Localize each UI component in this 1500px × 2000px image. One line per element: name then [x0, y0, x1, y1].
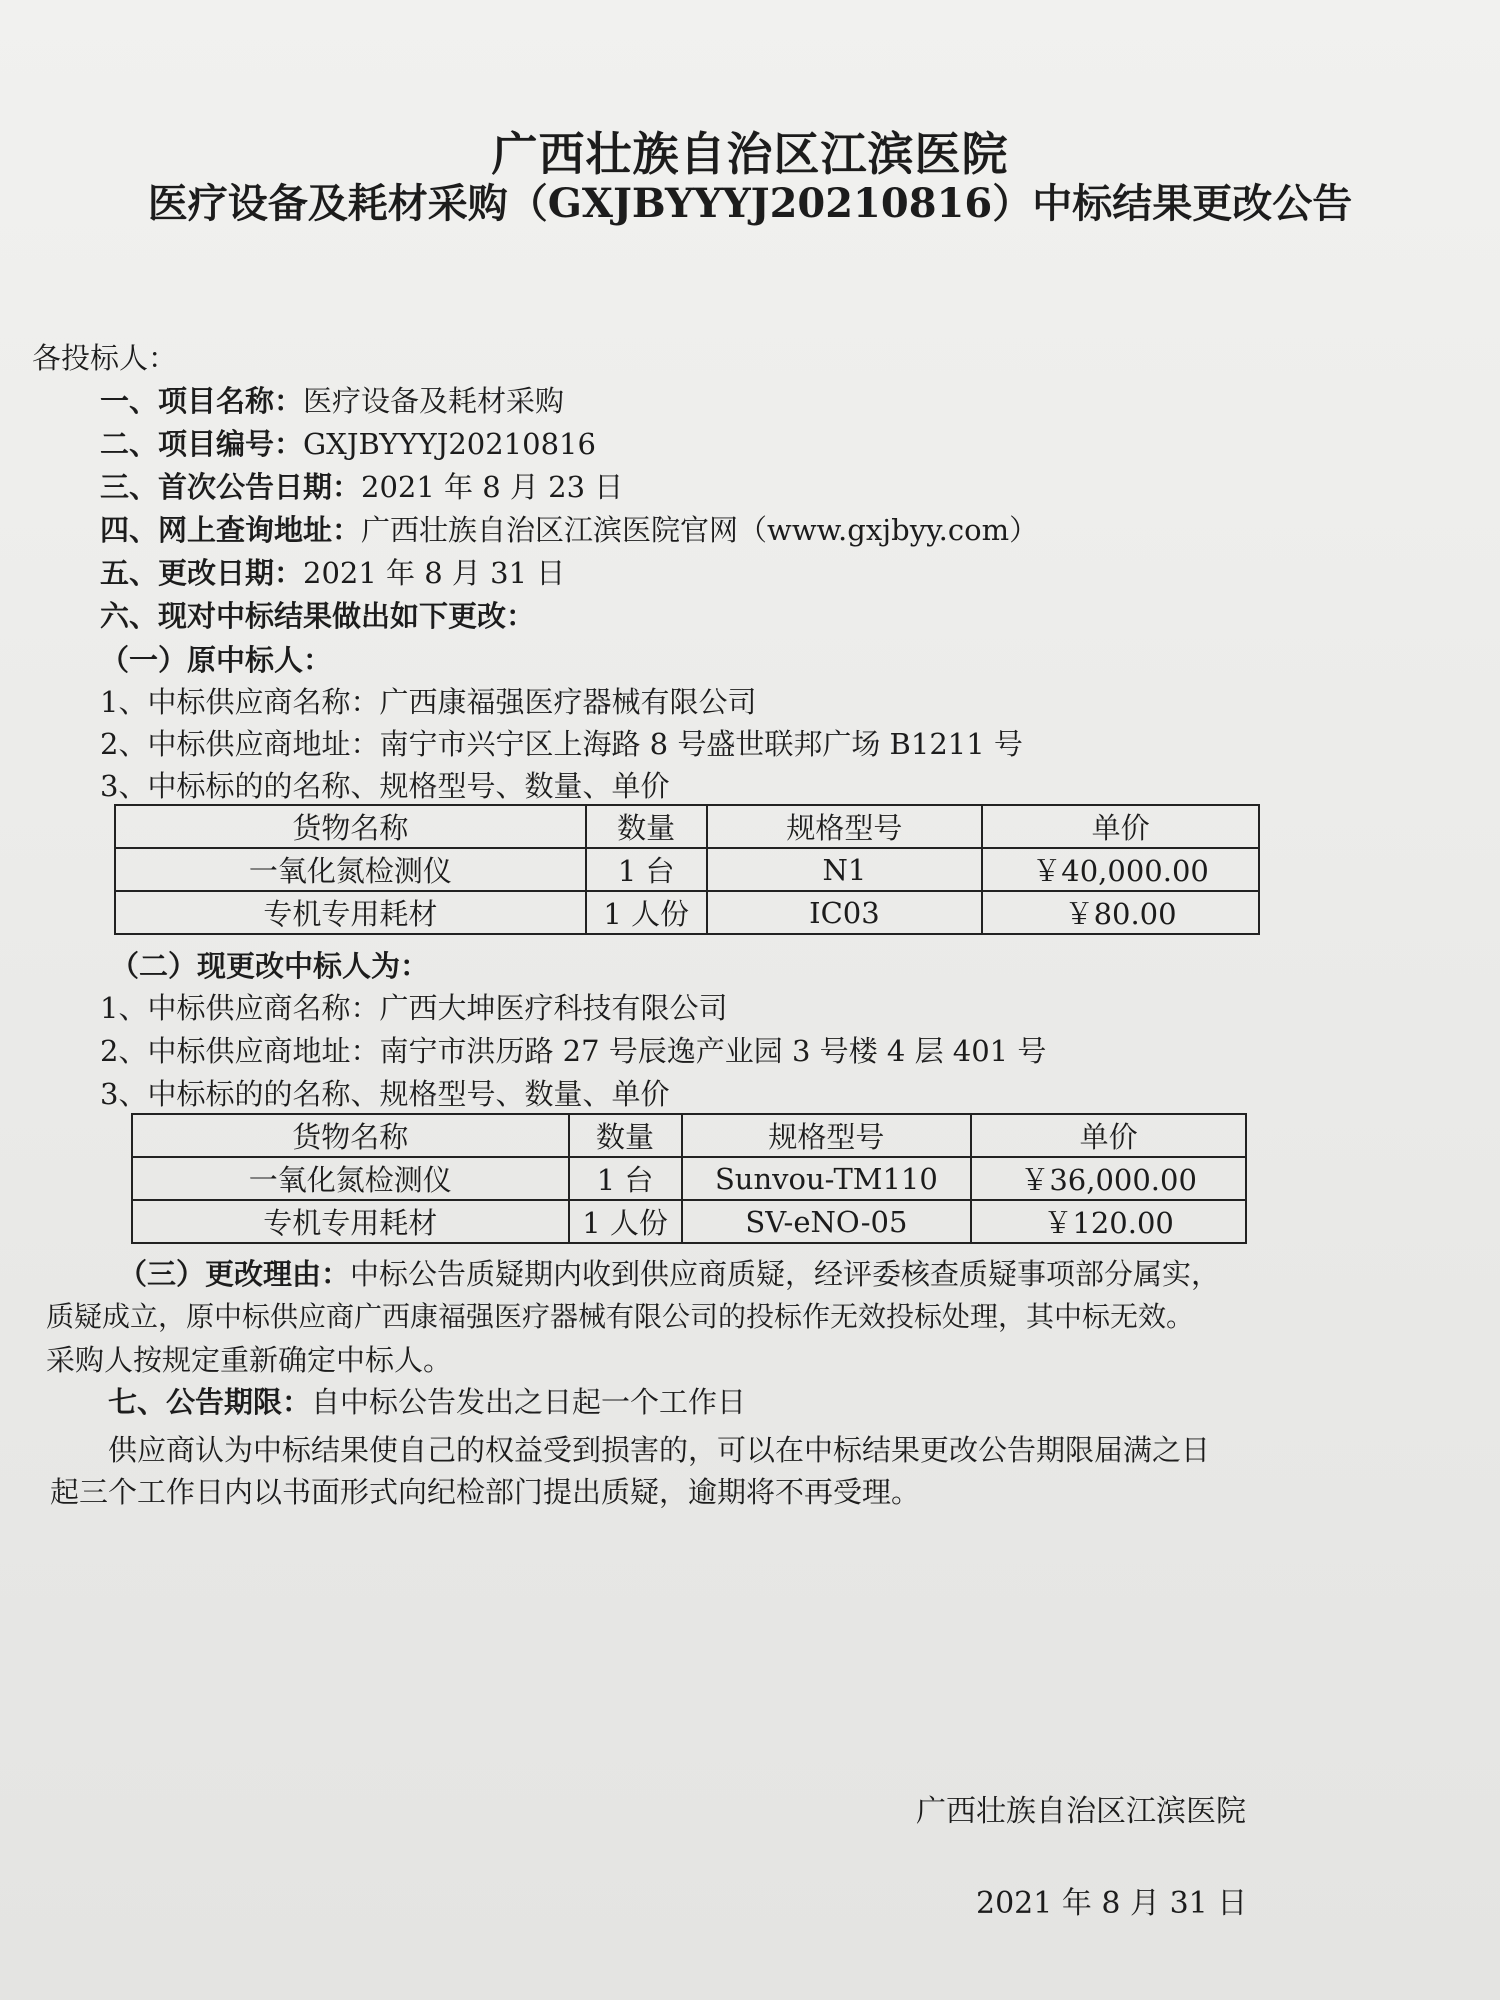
table-cell: N1	[707, 848, 983, 891]
header-cell: 规格型号	[682, 1114, 972, 1157]
item-project-name	[100, 383, 564, 419]
appeal-note-line2: 起三个工作日内以书面形式向纪检部门提出质疑，逾期将不再受理。	[50, 1475, 921, 1509]
item-label: 五、更改日期：	[100, 556, 304, 590]
new-items-intro: 3、中标标的的名称、规格型号、数量、单价	[100, 1077, 670, 1111]
item-changes-heading: 六、现对中标结果做出如下更改：	[100, 599, 536, 633]
item-value: GXJBYYYJ20210816	[303, 427, 596, 461]
item-project-number	[100, 426, 596, 462]
table-row	[132, 1200, 1246, 1243]
notice-period	[108, 1384, 746, 1420]
item-change-date	[100, 555, 565, 591]
hospital-title: 广西壮族自治区江滨医院	[491, 127, 1009, 181]
header-cell: 规格型号	[707, 805, 983, 848]
table-cell: SV-eNO-05	[682, 1200, 972, 1243]
table-cell: ￥120.00	[971, 1200, 1246, 1243]
table-cell: 一氧化氮检测仪	[132, 1157, 569, 1200]
table-row	[115, 891, 1259, 934]
notice-title: 医疗设备及耗材采购（GXJBYYYJ20210816）中标结果更改公告	[147, 180, 1353, 227]
item-label: 二、项目编号：	[100, 427, 304, 461]
table-cell: 一氧化氮检测仪	[115, 848, 586, 891]
header-cell: 单价	[982, 805, 1259, 848]
appeal-note-line1: 供应商认为中标结果使自己的权益受到损害的，可以在中标结果更改公告期限届满之日	[108, 1433, 1211, 1467]
table-cell: ￥80.00	[982, 891, 1259, 934]
signature-date: 2021 年 8 月 31 日	[976, 1886, 1248, 1921]
item-first-notice-date	[100, 469, 623, 505]
header-cell: 货物名称	[115, 805, 586, 848]
original-supplier-address: 2、中标供应商地址：南宁市兴宁区上海路 8 号盛世联邦广场 B1211 号	[100, 727, 1023, 761]
table-cell: 1 台	[586, 848, 707, 891]
item-value: 2021 年 8 月 31 日	[303, 556, 566, 590]
item-label: 四、网上查询地址：	[100, 513, 362, 547]
header-cell: 数量	[569, 1114, 682, 1157]
new-goods-table	[131, 1113, 1247, 1244]
original-winner-heading: （一）原中标人：	[100, 643, 333, 677]
table-cell: ￥40,000.00	[982, 848, 1259, 891]
reason-text-line2: 质疑成立，原中标供应商广西康福强医疗器械有限公司的投标作无效投标处理，其中标无效。	[46, 1300, 1195, 1333]
table-row	[132, 1157, 1246, 1200]
item-value: 医疗设备及耗材采购	[303, 384, 565, 418]
period-value: 自中标公告发出之日起一个工作日	[311, 1385, 747, 1419]
original-items-intro: 3、中标标的的名称、规格型号、数量、单价	[100, 769, 670, 803]
reason-label: （三）更改理由：	[118, 1257, 351, 1291]
greeting: 各投标人：	[32, 341, 178, 375]
item-value: 广西壮族自治区江滨医院官网（www.gxjbyy.com）	[361, 513, 1039, 547]
table-header-row	[115, 805, 1259, 848]
reason-text: 中标公告质疑期内收到供应商质疑，经评委核查质疑事项部分属实，	[350, 1257, 1221, 1291]
new-winner-heading: （二）现更改中标人为：	[110, 949, 430, 983]
table-cell: 专机专用耗材	[115, 891, 586, 934]
table-header-row	[132, 1114, 1246, 1157]
table-row	[115, 848, 1259, 891]
item-value: 2021 年 8 月 23 日	[361, 470, 624, 504]
new-supplier-name: 1、中标供应商名称：广西大坤医疗科技有限公司	[100, 991, 728, 1025]
header-cell: 货物名称	[132, 1114, 569, 1157]
original-goods-table	[114, 804, 1260, 935]
change-reason	[118, 1256, 1220, 1292]
table-cell: 1 人份	[586, 891, 707, 934]
header-cell: 单价	[971, 1114, 1246, 1157]
item-label: 一、项目名称：	[100, 384, 304, 418]
reason-text-line3: 采购人按规定重新确定中标人。	[46, 1343, 453, 1377]
table-cell: 1 台	[569, 1157, 682, 1200]
item-online-address	[100, 512, 1038, 548]
period-label: 七、公告期限：	[108, 1385, 312, 1419]
table-cell: 专机专用耗材	[132, 1200, 569, 1243]
item-label: 三、首次公告日期：	[100, 470, 362, 504]
original-supplier-name: 1、中标供应商名称：广西康福强医疗器械有限公司	[100, 685, 757, 719]
new-supplier-address: 2、中标供应商地址：南宁市洪历路 27 号辰逸产业园 3 号楼 4 层 401 号	[100, 1034, 1047, 1068]
table-cell: 1 人份	[569, 1200, 682, 1243]
signature-org: 广西壮族自治区江滨医院	[916, 1794, 1246, 1829]
table-cell: IC03	[707, 891, 983, 934]
table-cell: Sunvou-TM110	[682, 1157, 972, 1200]
table-cell: ￥36,000.00	[971, 1157, 1246, 1200]
header-cell: 数量	[586, 805, 707, 848]
